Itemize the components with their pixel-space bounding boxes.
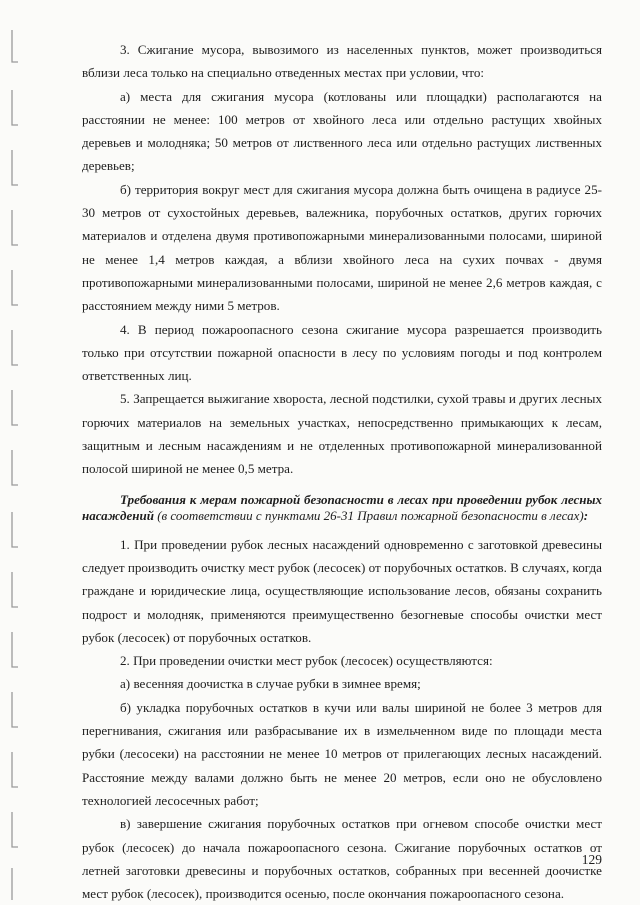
paragraph-5: 5. Запрещается выжигание хвороста, лесной подстилки, сухой травы и других лесных горючих материалов на земельных участках, непосредственно примыкающих к лесам, защитным и лесным насаждениям и не отделенных противопожарной минерализованной полосой шириной не менее 0,5 метра. (82, 391, 602, 477)
paragraph-2v: в) завершение сжигания порубочных остатков при огневом способе очистки мест рубок (лесосек) до начала пожароопасного сезона. Сжигание порубочных остатков от летней заготовки древесины и порубочных остатков, собранных при весенней доочистке мест рубок (лесосек), производится осенью, после окончания пожароопасного сезона. (82, 816, 602, 902)
section-heading (82, 492, 602, 524)
paragraph-3b: б) территория вокруг мест для сжигания мусора должна быть очищена в радиусе 25-30 метров от сухостойных деревьев, валежника, порубочных остатков, других горючих материалов и отделена двумя противопожарными минерализованными полосами, шириной не менее 1,4 метров каждая, а вблизи хвойного леса на сухих почвах - двумя противопожарными минерализованными полосами, шириной не менее 2,6 метров каждая, с расстоянием между ними 5 метров. (82, 181, 602, 314)
paragraph-2a: а) весенняя доочистка в случае рубки в зимнее время; (120, 676, 421, 692)
section-heading-colon: : (583, 507, 589, 523)
section-heading-title: Требования к мерам пожарной безопасности в лесах при проведении рубок лесных насаждений (82, 491, 602, 523)
section-heading-reference: (в соответствии с пунктами 26-31 Правил пожарной безопасности в лесах) (153, 507, 584, 523)
paragraph-1: 1. При проведении рубок лесных насаждений одновременно с заготовкой древесины следует производить очистку мест рубок (лесосек) от порубочных остатков. В случаях, когда граждане и юридические лица, осуществляющие использование лесов, обязаны сохранить подрост и молодняк, применяются преимущественно безогневые способы очистки мест рубок (лесосек) от порубочных остатков. (82, 536, 602, 645)
paragraph-3a: а) места для сжигания мусора (котлованы или площадки) располагаются на расстоянии не менее: 100 метров от хвойного леса или отдельно растущих хвойных деревьев и молодняка; 50 метров от лиственного леса или отдельно растущих лиственных деревьев; (82, 88, 602, 174)
document-body (82, 38, 602, 905)
paragraph-3: 3. Сжигание мусора, вывозимого из населенных пунктов, может производиться вблизи леса только на специально отведенных местах при условии, что: (82, 42, 602, 81)
scan-binding-marks (0, 0, 22, 905)
paragraph-2: 2. При проведении очистки мест рубок (лесосек) осуществляются: (120, 653, 493, 669)
page-number: 129 (581, 852, 602, 867)
paragraph-2b: б) укладка порубочных остатков в кучи или валы шириной не более 3 метров для перегнивания, сжигания или разбрасывание их в измельченном виде по площади места рубки (лесосеки) на расстоянии не менее 10 метров от прилегающих лесных насаждений. Расстояние между валами должно быть не менее 20 метров, если оно не обусловлено технологией лесосечных работ; (82, 699, 602, 808)
paragraph-4: 4. В период пожароопасного сезона сжигание мусора разрешается производить только при отсутствии пожарной опасности в лесу по условиям погоды и под контролем ответственных лиц. (82, 321, 602, 384)
